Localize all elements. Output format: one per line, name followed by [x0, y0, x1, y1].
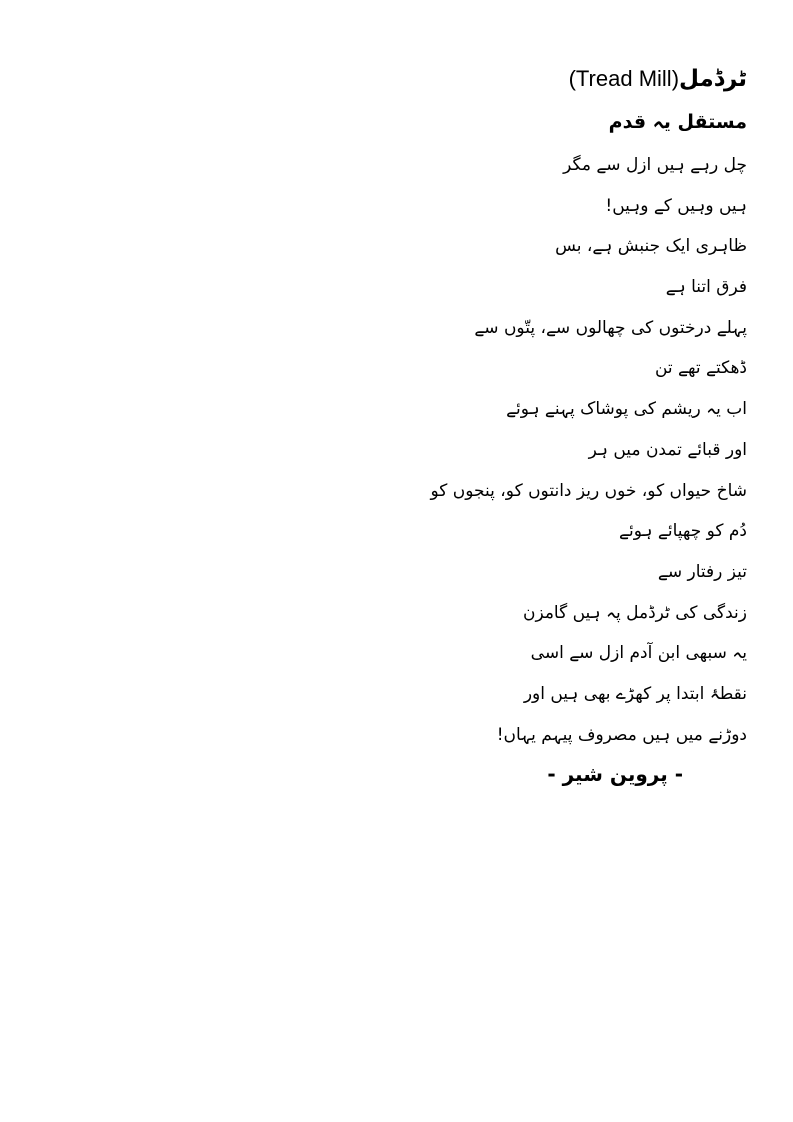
- poem-title-urdu: ٹرڈمل: [679, 66, 747, 92]
- poem-line: فرق اتنا ہے: [665, 277, 747, 298]
- poem-body: [47, 150, 747, 760]
- poem-line: پہلے درختوں کی چھالوں سے، پتّوں سے: [474, 317, 747, 338]
- poem-line: چل رہے ہیں ازل سے مگر: [563, 155, 747, 175]
- poem-line: دوڑنے میں ہیں مصروف پیہم یہاں!: [496, 724, 747, 745]
- poem-line: شاخ حیواں کو، خوں ریز دانتوں کو، پنجوں کو: [430, 480, 747, 501]
- poem-subtitle: مستقل یہ قدم: [608, 111, 747, 133]
- poem-line: نقطۂ ابتدا پر کھڑے بھی ہیں اور: [523, 683, 747, 704]
- poem-line: زندگی کی ٹرڈمل پہ ہیں گامزن: [522, 602, 747, 623]
- poem-line: ظاہری ایک جنبش ہے، بس: [555, 236, 747, 257]
- poem-line: اور قبائے تمدن میں ہر: [588, 439, 747, 460]
- poem-title-latin: (Tread Mill): [568, 66, 680, 91]
- poem-line: ہیں وہیں کے وہیں!: [605, 195, 747, 216]
- poem-line: تیز رفتار سے: [657, 561, 747, 582]
- poem-author: - پروین شیر -: [547, 762, 683, 786]
- poem-line: یہ سبھی ابن آدم ازل سے اسی: [530, 643, 747, 664]
- poem-line: ڈھکتے تھے تن: [654, 358, 747, 379]
- poem-title: [569, 62, 747, 96]
- poem-line: اب یہ ریشم کی پوشاک پہنے ہوئے: [506, 399, 747, 420]
- poem-line: دُم کو چھپائے ہوئے: [619, 521, 747, 542]
